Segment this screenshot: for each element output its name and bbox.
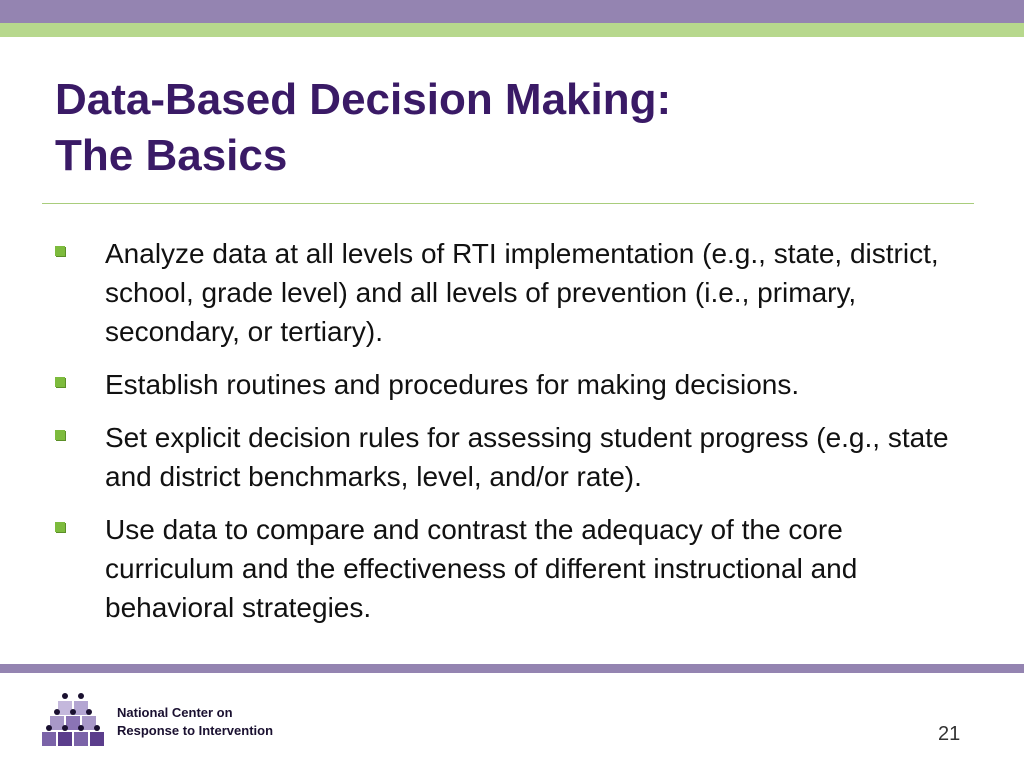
bullet-item: [52, 234, 962, 351]
top-band-purple: [0, 0, 1024, 23]
bullet-item: [52, 418, 962, 496]
bottom-band-purple: [0, 664, 1024, 673]
bullet-text: Establish routines and procedures for making decisions.: [105, 369, 800, 400]
slide-number: 21: [938, 723, 961, 745]
title-divider: [42, 203, 974, 204]
bullet-text: Analyze data at all levels of RTI implementation (e.g., state, district, school, grade level) and all levels of prevention (i.e., primary, secondary, or tertiary).: [105, 238, 939, 347]
slide-title-line-2: The Basics: [55, 131, 288, 180]
square-bullet-icon: [55, 246, 65, 256]
organization-name-line-1: National Center on: [117, 705, 233, 720]
bullet-list: [52, 234, 962, 641]
slide-title-line-1: Data-Based Decision Making:: [55, 75, 672, 124]
square-bullet-icon: [55, 430, 65, 440]
square-bullet-icon: [55, 377, 65, 387]
organization-name: [117, 704, 273, 740]
stacked-cubes-icon: [40, 690, 106, 752]
bullet-item: [52, 510, 962, 627]
slide-title: [55, 72, 975, 184]
top-band-green: [0, 23, 1024, 37]
bullet-item: [52, 365, 962, 404]
bullet-text: Use data to compare and contrast the adequacy of the core curriculum and the effectiveness of different instructional and behavioral strategies.: [105, 514, 858, 623]
square-bullet-icon: [55, 522, 65, 532]
organization-name-line-2: Response to Intervention: [117, 723, 274, 738]
bullet-text: Set explicit decision rules for assessing student progress (e.g., state and district benchmarks, level, and/or rate).: [105, 422, 949, 492]
